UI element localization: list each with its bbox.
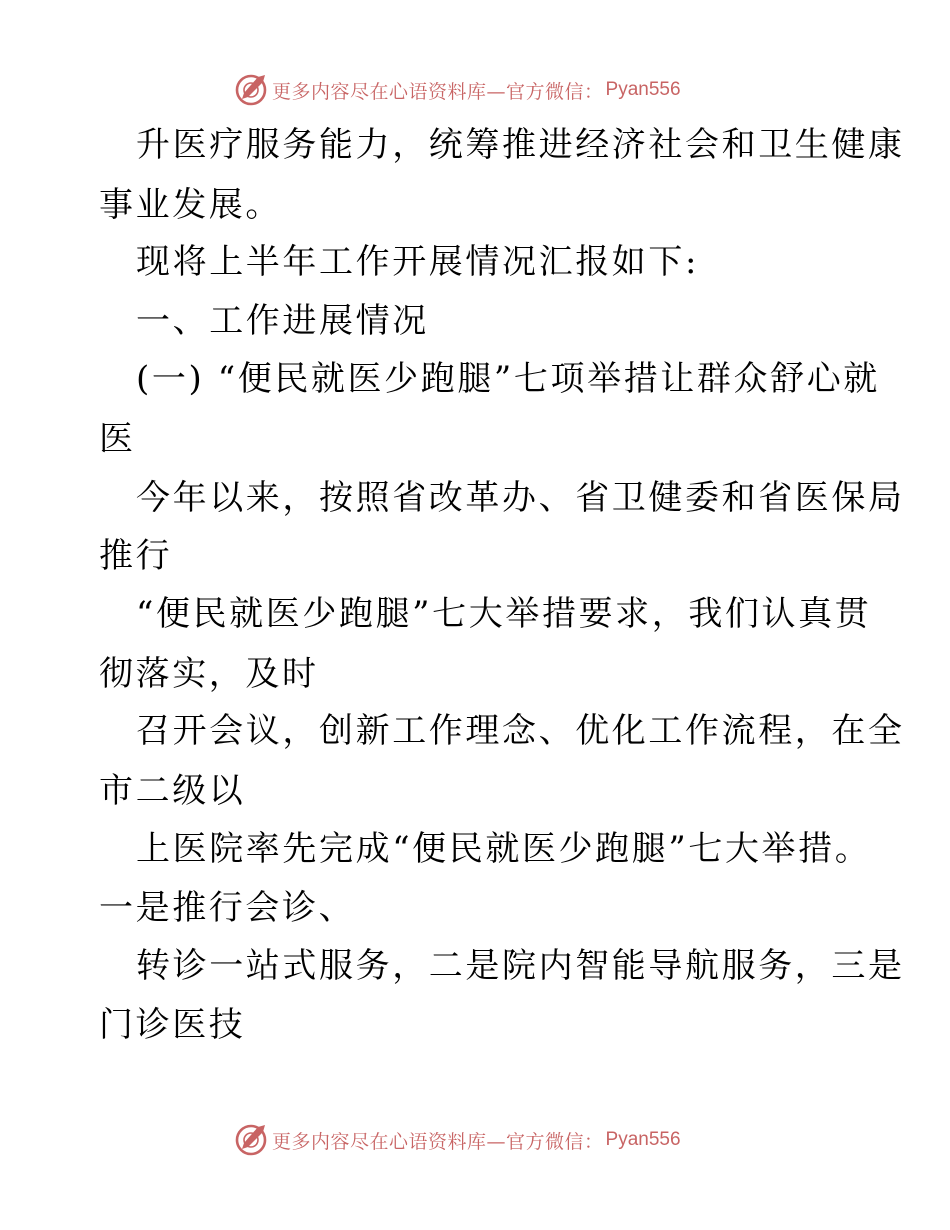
subsection-heading: (一) “便民就医少跑腿”七项举措让群众舒心就 xyxy=(136,359,880,399)
text-line: 一是推行会诊、 xyxy=(99,888,356,928)
watermark-header xyxy=(234,73,681,107)
text-line: 市二级以 xyxy=(99,771,246,811)
text-line: 召开会议，创新工作理念、优化工作流程，在全 xyxy=(136,711,905,751)
subsection-heading: 医 xyxy=(99,419,136,459)
text-line: 上医院率先完成“便民就医少跑腿”七大举措。 xyxy=(136,829,872,869)
text-line: 推行 xyxy=(99,536,173,576)
text-line: 转诊一站式服务，二是院内智能导航服务，三是 xyxy=(136,946,905,986)
text-line: “便民就医少跑腿”七大举措要求，我们认真贯 xyxy=(136,594,872,634)
watermark-text: 更多内容尽在心语资料库—官方微信： xyxy=(272,80,604,103)
watermark-footer xyxy=(234,1123,681,1157)
text-line: 门诊医技 xyxy=(99,1005,246,1045)
text-line: 现将上半年工作开展情况汇报如下: xyxy=(136,242,700,282)
pen-logo-icon xyxy=(234,1123,268,1157)
watermark-text: 更多内容尽在心语资料库—官方微信： xyxy=(272,1130,604,1153)
text-line: 今年以来，按照省改革办、省卫健委和省医保局 xyxy=(136,478,905,518)
section-heading: 一、工作进展情况 xyxy=(136,301,429,341)
pen-logo-icon xyxy=(234,73,268,107)
text-line: 升医疗服务能力，统筹推进经济社会和卫生健康 xyxy=(136,125,905,165)
watermark-wechat-id: Pyan556 xyxy=(605,79,681,100)
text-line: 彻落实，及时 xyxy=(99,654,319,694)
text-line: 事业发展。 xyxy=(99,185,282,225)
watermark-wechat-id: Pyan556 xyxy=(605,1129,681,1150)
